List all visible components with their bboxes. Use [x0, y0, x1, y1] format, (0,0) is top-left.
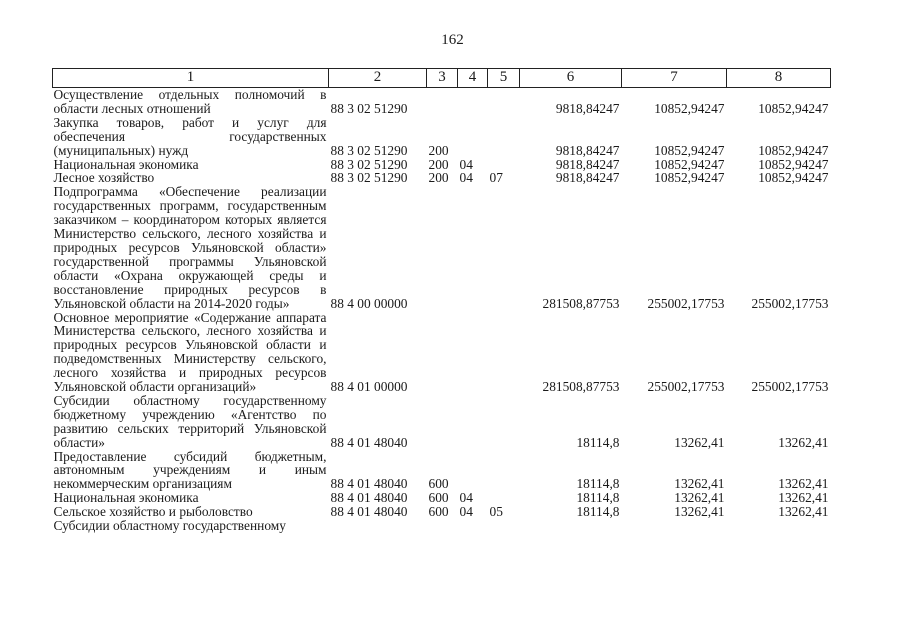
row-amount-col6: 9818,84247 [555, 170, 620, 186]
row-amount-col6: 18114,8 [576, 434, 620, 450]
column-header-2: 2 [329, 69, 427, 88]
row-subsection [488, 88, 520, 116]
row-name: Основное мероприятие «Содержание аппарата Министерства сельского, лесного хозяйства и природных ресурсов Ульяновской области и подведомственных Министерству сельского, лесного хозяйства и природных ресурсов Ульяновской области организаций» [53, 309, 327, 395]
row-amount-col7: 13262,41 [674, 476, 725, 492]
row-amount-col7: 10852,94247 [654, 142, 725, 158]
row-amount-col6: 18114,8 [576, 476, 620, 492]
table-row [53, 505, 831, 519]
row-amount-col7: 13262,41 [674, 504, 725, 520]
row-amount-col7: 13262,41 [674, 434, 725, 450]
row-target-code: 88 3 02 51290 [330, 156, 408, 172]
row-amount-col8: 13262,41 [778, 434, 829, 450]
row-target-code: 88 4 01 48040 [330, 504, 408, 520]
row-name: Субсидии областному государственному [53, 518, 286, 534]
table-row [53, 394, 831, 450]
row-amount-col8: 13262,41 [778, 490, 829, 506]
table-body [53, 88, 831, 534]
table-row [53, 450, 831, 492]
row-name: Лесное хозяйство [53, 170, 155, 186]
row-subsection [488, 311, 520, 394]
row-amount-col8: 255002,17753 [751, 295, 829, 311]
row-amount-col6: 9818,84247 [555, 156, 620, 172]
table-row [53, 519, 831, 533]
row-target-code: 88 3 02 51290 [330, 170, 408, 186]
row-expense-type: 200 [428, 142, 449, 158]
page-number: 162 [441, 32, 464, 48]
row-name: Осуществление отдельных полномочий в области лесных отношений [53, 87, 327, 116]
row-amount-col6 [520, 519, 622, 533]
column-header-5: 5 [488, 69, 520, 88]
table-row [53, 185, 831, 310]
row-section [458, 394, 488, 450]
row-name: Подпрограмма «Обеспечение реализации государственных программ, государственным заказчиком – координатором которых является Министерство сельского, лесного хозяйства и природных ресурсов Ульяновской области» государственной программы Ульяновской области «Охрана окружающей среды и восстановление природных ресурсов в Ульяновской области на 2014-2020 годы» [53, 184, 327, 311]
budget-table [52, 68, 831, 533]
row-target-code: 88 4 01 00000 [330, 379, 408, 395]
row-amount-col7: 255002,17753 [647, 379, 725, 395]
row-section [458, 185, 488, 310]
row-subsection: 05 [489, 504, 503, 520]
row-amount-col6: 281508,87753 [542, 379, 620, 395]
row-amount-col7: 10852,94247 [654, 156, 725, 172]
row-subsection [488, 450, 520, 492]
row-amount-col8: 10852,94247 [758, 100, 829, 116]
column-header-4: 4 [458, 69, 488, 88]
row-name: Субсидии областному государственному бюджетному учреждению «Агентство по развитию сельских территорий Ульяновской области» [53, 392, 327, 450]
row-expense-type [427, 88, 458, 116]
row-subsection [488, 185, 520, 310]
row-expense-type [427, 185, 458, 310]
table-row [53, 88, 831, 116]
row-subsection [488, 519, 520, 533]
row-amount-col6: 18114,8 [576, 490, 620, 506]
row-name: Сельское хозяйство и рыболовство [53, 504, 253, 520]
table-header-row [53, 69, 831, 88]
row-expense-type [427, 394, 458, 450]
row-section [458, 519, 488, 533]
row-name: Национальная экономика [53, 156, 199, 172]
row-section: 04 [459, 156, 473, 172]
row-amount-col6: 18114,8 [576, 504, 620, 520]
row-amount-col8: 13262,41 [778, 476, 829, 492]
row-target-code [329, 519, 427, 533]
row-amount-col8: 10852,94247 [758, 142, 829, 158]
row-expense-type [427, 519, 458, 533]
row-amount-col8: 10852,94247 [758, 170, 829, 186]
column-header-6: 6 [520, 69, 622, 88]
row-expense-type: 600 [428, 476, 449, 492]
row-expense-type: 600 [428, 490, 449, 506]
row-amount-col7: 10852,94247 [654, 100, 725, 116]
row-amount-col8: 255002,17753 [751, 379, 829, 395]
row-amount-col6: 281508,87753 [542, 295, 620, 311]
row-target-code: 88 4 01 48040 [330, 490, 408, 506]
column-header-7: 7 [622, 69, 727, 88]
row-section: 04 [459, 490, 473, 506]
row-subsection [488, 116, 520, 158]
row-expense-type: 200 [428, 170, 449, 186]
row-expense-type [427, 311, 458, 394]
row-amount-col8: 10852,94247 [758, 156, 829, 172]
row-target-code: 88 4 00 00000 [330, 295, 408, 311]
column-header-8: 8 [727, 69, 831, 88]
row-amount-col7: 13262,41 [674, 490, 725, 506]
row-amount-col8 [727, 519, 831, 533]
row-subsection: 07 [489, 170, 503, 186]
row-amount-col6: 9818,84247 [555, 100, 620, 116]
column-header-1: 1 [53, 69, 329, 88]
row-section [458, 88, 488, 116]
row-amount-col7 [622, 519, 727, 533]
row-target-code: 88 3 02 51290 [330, 100, 408, 116]
row-subsection [488, 158, 520, 172]
row-amount-col7: 255002,17753 [647, 295, 725, 311]
table-row [53, 116, 831, 158]
row-target-code: 88 3 02 51290 [330, 142, 408, 158]
row-subsection [488, 394, 520, 450]
table-row [53, 158, 831, 172]
row-expense-type: 200 [428, 156, 449, 172]
row-amount-col7: 10852,94247 [654, 170, 725, 186]
row-name: Предоставление субсидий бюджетным, автономным учреждениям и иным некоммерческим организациям [53, 448, 327, 492]
table-row [53, 491, 831, 505]
row-amount-col6: 9818,84247 [555, 142, 620, 158]
row-name: Закупка товаров, работ и услуг для обеспечения государственных (муниципальных) нужд [53, 114, 327, 158]
row-section [458, 116, 488, 158]
row-target-code: 88 4 01 48040 [330, 476, 408, 492]
row-amount-col8: 13262,41 [778, 504, 829, 520]
row-name: Национальная экономика [53, 490, 199, 506]
row-target-code: 88 4 01 48040 [330, 434, 408, 450]
table-row [53, 311, 831, 394]
row-section: 04 [459, 170, 473, 186]
row-expense-type: 600 [428, 504, 449, 520]
column-header-3: 3 [427, 69, 458, 88]
table-row [53, 171, 831, 185]
row-section [458, 311, 488, 394]
row-section: 04 [459, 504, 473, 520]
row-section [458, 450, 488, 492]
row-subsection [488, 491, 520, 505]
